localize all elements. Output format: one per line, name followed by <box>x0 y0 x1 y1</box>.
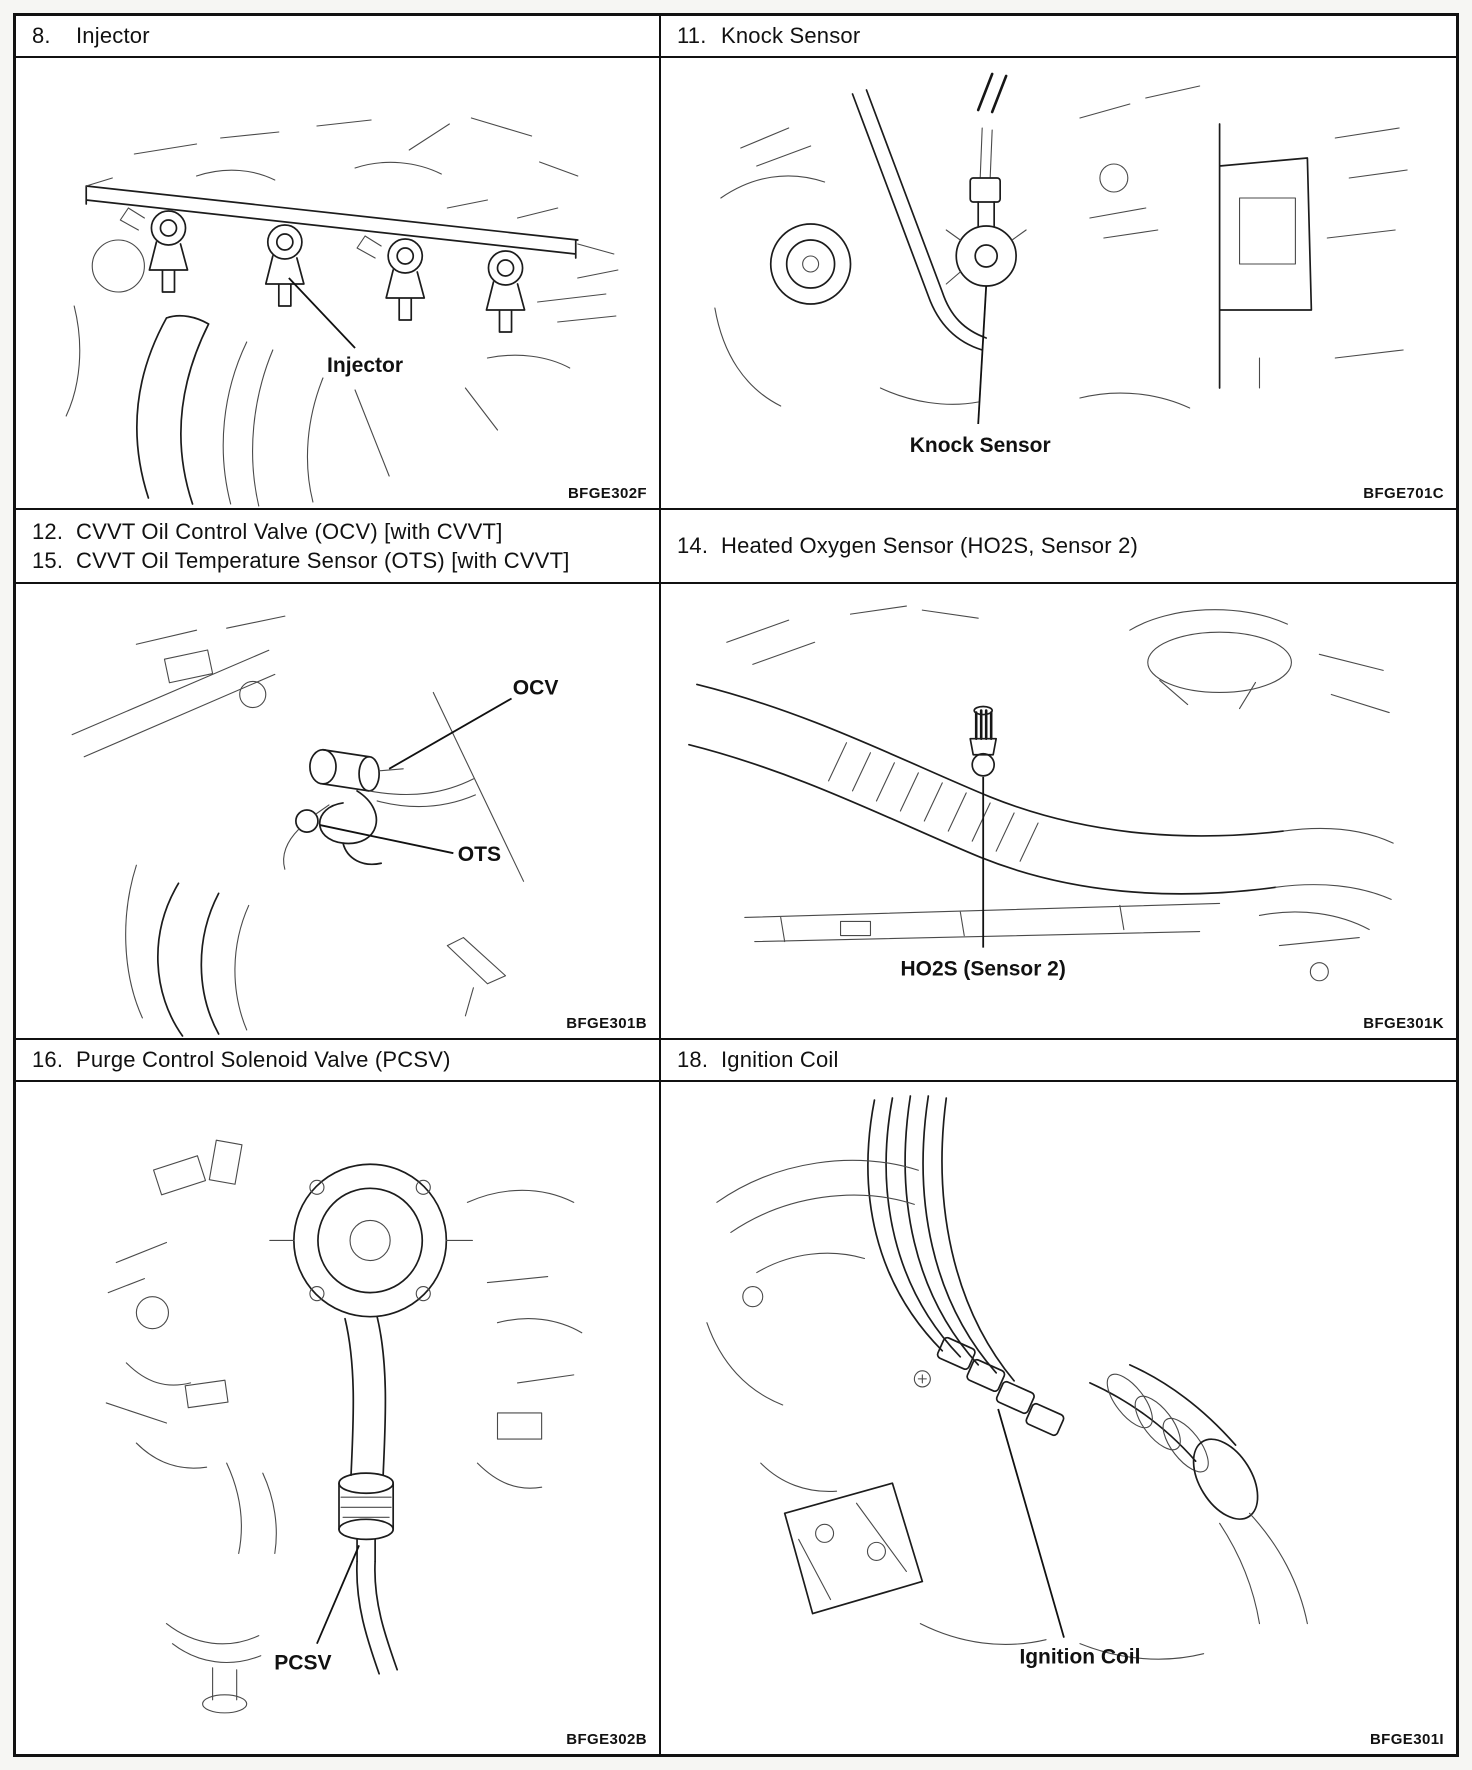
callout-knock-sensor: Knock Sensor <box>909 433 1051 458</box>
panel-knock-sensor-body <box>661 58 1456 508</box>
panel-title-text: Heated Oxygen Sensor (HO2S, Sensor 2) <box>721 533 1139 558</box>
ignition-coil-art <box>707 1096 1307 1659</box>
panel-number: 11. <box>677 23 707 48</box>
panel-ignition-coil <box>661 1040 1456 1754</box>
callout-ots: OTS <box>457 843 502 867</box>
panel-title-text: Purge Control Solenoid Valve (PCSV) <box>76 1047 451 1072</box>
panel-ho2s-body <box>661 584 1456 1038</box>
ots-leader-line <box>320 825 453 853</box>
title-line <box>677 1047 1440 1073</box>
figure-code: BFGE301B <box>566 1015 647 1032</box>
callout-ho2s: HO2S (Sensor 2) <box>900 957 1066 981</box>
panel-ho2s <box>661 510 1456 1040</box>
title-line <box>32 548 643 574</box>
callout-pcsv: PCSV <box>274 1651 332 1675</box>
panel-number: 14. <box>677 533 709 558</box>
ignition-coil-diagram <box>661 1082 1456 1754</box>
injector-art <box>66 118 618 506</box>
panel-number: 18. <box>677 1047 709 1072</box>
panel-title-text: Injector <box>76 23 150 48</box>
panel-injector <box>16 16 661 510</box>
panel-knock-sensor-header <box>661 16 1456 58</box>
figure-code: BFGE302F <box>567 485 647 502</box>
pcsv-diagram <box>16 1082 659 1754</box>
injector-leader-line <box>289 278 355 348</box>
panel-number: 12. <box>32 518 64 544</box>
title-line <box>32 23 643 49</box>
panel-pcsv-header <box>16 1040 659 1082</box>
panel-ocv-ots-body <box>16 584 659 1038</box>
ocv-ots-diagram <box>16 584 659 1038</box>
pcsv-leader-line <box>317 1545 359 1643</box>
title-line <box>677 23 1440 49</box>
panel-title-text: Knock Sensor <box>721 23 861 48</box>
panel-title-text: Ignition Coil <box>721 1047 839 1072</box>
panel-ho2s-header <box>661 510 1456 584</box>
panel-pcsv-body <box>16 1082 659 1754</box>
panel-number: 15. <box>32 547 64 573</box>
panel-injector-header <box>16 16 659 58</box>
callout-ocv: OCV <box>512 676 559 700</box>
knock-sensor-leader-line <box>978 286 986 424</box>
ocv-ots-art <box>72 616 523 1036</box>
panel-knock-sensor <box>661 16 1456 510</box>
title-line <box>32 1047 643 1073</box>
panel-ocv-ots <box>16 510 661 1040</box>
panel-title-text: CVVT Oil Control Valve (OCV) [with CVVT] <box>76 518 503 544</box>
manual-page <box>13 13 1459 1757</box>
figure-code: BFGE302B <box>566 1731 647 1748</box>
panel-ignition-coil-header <box>661 1040 1456 1082</box>
knock-sensor-art <box>715 74 1407 408</box>
callout-ignition-coil: Ignition Coil <box>1019 1645 1141 1669</box>
callout-injector: Injector <box>327 354 404 377</box>
panel-title-text: CVVT Oil Temperature Sensor (OTS) [with CVVT] <box>76 547 570 573</box>
figure-code: BFGE301K <box>1363 1015 1444 1032</box>
title-line <box>32 519 643 545</box>
ho2s-diagram <box>661 584 1456 1038</box>
panel-injector-body <box>16 58 659 508</box>
panel-number: 16. <box>32 1047 64 1072</box>
panel-ocv-ots-header <box>16 510 659 584</box>
ho2s-art <box>689 606 1393 981</box>
panel-ignition-coil-body <box>661 1082 1456 1754</box>
figure-code: BFGE301I <box>1369 1731 1444 1748</box>
panel-number: 8. <box>32 23 51 48</box>
pcsv-art <box>106 1140 581 1713</box>
figure-code: BFGE701C <box>1363 485 1444 502</box>
injector-diagram <box>16 58 659 508</box>
knock-sensor-diagram <box>661 58 1456 508</box>
ignition-coil-leader-line <box>998 1409 1064 1638</box>
title-line <box>677 533 1440 559</box>
panel-pcsv <box>16 1040 661 1754</box>
ocv-leader-line <box>389 699 511 769</box>
